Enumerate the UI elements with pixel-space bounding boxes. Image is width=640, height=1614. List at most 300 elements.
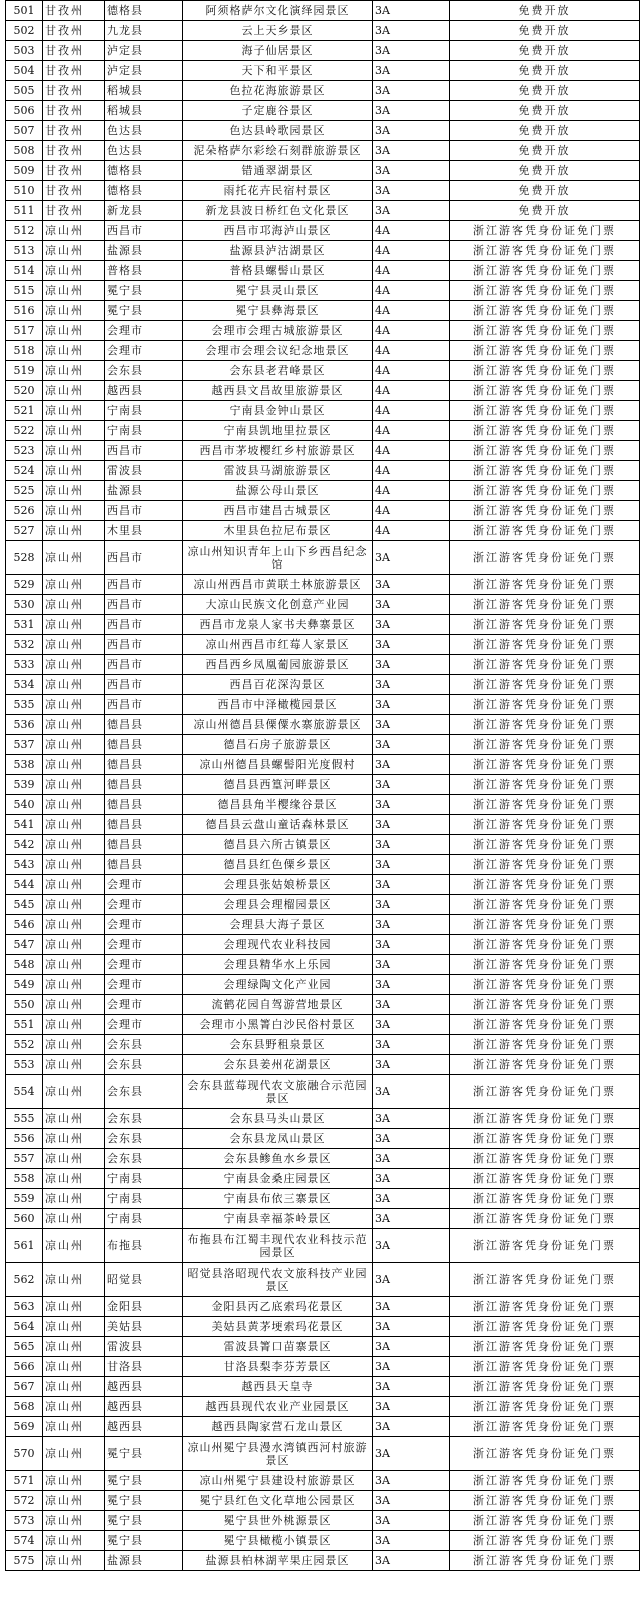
ticket-policy-cell: 浙江游客凭身份证免门票 <box>450 441 640 461</box>
prefecture-cell: 凉山州 <box>43 1169 105 1189</box>
row-number-cell: 558 <box>6 1169 43 1189</box>
grade-cell: 3A <box>373 1169 450 1189</box>
county-cell: 会理市 <box>105 915 183 935</box>
grade-cell: 4A <box>373 341 450 361</box>
row-number-cell: 537 <box>6 735 43 755</box>
grade-cell: 4A <box>373 501 450 521</box>
row-number-cell: 562 <box>6 1263 43 1297</box>
scenic-spot-name-cell: 会理市会理古城旅游景区 <box>183 321 373 341</box>
county-cell: 越西县 <box>105 1377 183 1397</box>
prefecture-cell: 甘孜州 <box>43 181 105 201</box>
grade-cell: 4A <box>373 521 450 541</box>
ticket-policy-cell: 浙江游客凭身份证免门票 <box>450 855 640 875</box>
row-number-cell: 571 <box>6 1471 43 1491</box>
county-cell: 色达县 <box>105 121 183 141</box>
grade-cell: 4A <box>373 241 450 261</box>
row-number-cell: 547 <box>6 935 43 955</box>
prefecture-cell: 凉山州 <box>43 1377 105 1397</box>
ticket-policy-cell: 免费开放 <box>450 21 640 41</box>
prefecture-cell: 凉山州 <box>43 261 105 281</box>
scenic-spot-name-cell: 西昌市中泽橄榄园景区 <box>183 695 373 715</box>
ticket-policy-cell: 浙江游客凭身份证免门票 <box>450 735 640 755</box>
prefecture-cell: 甘孜州 <box>43 141 105 161</box>
ticket-policy-cell: 浙江游客凭身份证免门票 <box>450 1149 640 1169</box>
ticket-policy-cell: 浙江游客凭身份证免门票 <box>450 541 640 575</box>
grade-cell: 3A <box>373 1377 450 1397</box>
prefecture-cell: 凉山州 <box>43 835 105 855</box>
prefecture-cell: 甘孜州 <box>43 81 105 101</box>
ticket-policy-cell: 浙江游客凭身份证免门票 <box>450 1437 640 1471</box>
grade-cell: 3A <box>373 1491 450 1511</box>
scenic-spot-name-cell: 木里县色拉尼布景区 <box>183 521 373 541</box>
ticket-policy-cell: 免费开放 <box>450 101 640 121</box>
grade-cell: 4A <box>373 381 450 401</box>
ticket-policy-cell: 浙江游客凭身份证免门票 <box>450 1397 640 1417</box>
county-cell: 德格县 <box>105 1 183 21</box>
table-row <box>6 1 640 21</box>
ticket-policy-cell: 浙江游客凭身份证免门票 <box>450 361 640 381</box>
prefecture-cell: 凉山州 <box>43 1035 105 1055</box>
ticket-policy-cell: 浙江游客凭身份证免门票 <box>450 1417 640 1437</box>
prefecture-cell: 凉山州 <box>43 1357 105 1377</box>
scenic-spot-name-cell: 宁南县金桑庄园景区 <box>183 1169 373 1189</box>
grade-cell: 4A <box>373 301 450 321</box>
scenic-spot-name-cell: 凉山州西昌市黄联土林旅游景区 <box>183 575 373 595</box>
county-cell: 新龙县 <box>105 201 183 221</box>
scenic-spot-name-cell: 会理县精华水上乐园 <box>183 955 373 975</box>
row-number-cell: 518 <box>6 341 43 361</box>
row-number-cell: 548 <box>6 955 43 975</box>
table-row <box>6 1377 640 1397</box>
scenic-spot-name-cell: 会东县蓝莓现代农文旅融合示范园景区 <box>183 1075 373 1109</box>
table-row <box>6 875 640 895</box>
prefecture-cell: 凉山州 <box>43 755 105 775</box>
table-row <box>6 421 640 441</box>
table-row <box>6 635 640 655</box>
county-cell: 西昌市 <box>105 221 183 241</box>
table-row <box>6 775 640 795</box>
grade-cell: 3A <box>373 1337 450 1357</box>
row-number-cell: 515 <box>6 281 43 301</box>
county-cell: 宁南县 <box>105 401 183 421</box>
county-cell: 会东县 <box>105 1129 183 1149</box>
scenic-spot-name-cell: 盐源县泸沽湖景区 <box>183 241 373 261</box>
grade-cell: 3A <box>373 1075 450 1109</box>
grade-cell: 3A <box>373 1317 450 1337</box>
grade-cell: 3A <box>373 895 450 915</box>
grade-cell: 3A <box>373 541 450 575</box>
county-cell: 西昌市 <box>105 695 183 715</box>
scenic-spot-name-cell: 德昌县红色傈乡景区 <box>183 855 373 875</box>
row-number-cell: 544 <box>6 875 43 895</box>
grade-cell: 3A <box>373 635 450 655</box>
scenic-spot-name-cell: 凉山州西昌市红莓人家景区 <box>183 635 373 655</box>
prefecture-cell: 凉山州 <box>43 935 105 955</box>
county-cell: 冕宁县 <box>105 1491 183 1511</box>
scenic-spot-name-cell: 冕宁县灵山景区 <box>183 281 373 301</box>
prefecture-cell: 凉山州 <box>43 1337 105 1357</box>
county-cell: 会理市 <box>105 955 183 975</box>
row-number-cell: 524 <box>6 461 43 481</box>
table-row <box>6 1209 640 1229</box>
prefecture-cell: 凉山州 <box>43 321 105 341</box>
scenic-spot-name-cell: 泥朵格萨尔彩绘石刻群旅游景区 <box>183 141 373 161</box>
prefecture-cell: 甘孜州 <box>43 101 105 121</box>
ticket-policy-cell: 免费开放 <box>450 41 640 61</box>
table-row <box>6 975 640 995</box>
row-number-cell: 540 <box>6 795 43 815</box>
county-cell: 布拖县 <box>105 1229 183 1263</box>
row-number-cell: 535 <box>6 695 43 715</box>
row-number-cell: 509 <box>6 161 43 181</box>
prefecture-cell: 凉山州 <box>43 775 105 795</box>
county-cell: 会东县 <box>105 1149 183 1169</box>
grade-cell: 3A <box>373 1511 450 1531</box>
grade-cell: 3A <box>373 121 450 141</box>
grade-cell: 3A <box>373 675 450 695</box>
table-row <box>6 1317 640 1337</box>
scenic-spot-name-cell: 美姑县黄茅埂索玛花景区 <box>183 1317 373 1337</box>
scenic-spot-name-cell: 会理县大海子景区 <box>183 915 373 935</box>
grade-cell: 3A <box>373 1551 450 1571</box>
table-body <box>6 1 640 1571</box>
ticket-policy-cell: 浙江游客凭身份证免门票 <box>450 1337 640 1357</box>
table-row <box>6 1357 640 1377</box>
ticket-policy-cell: 免费开放 <box>450 121 640 141</box>
table-row <box>6 121 640 141</box>
county-cell: 会理市 <box>105 935 183 955</box>
ticket-policy-cell: 免费开放 <box>450 181 640 201</box>
row-number-cell: 542 <box>6 835 43 855</box>
table-row <box>6 401 640 421</box>
grade-cell: 3A <box>373 1209 450 1229</box>
scenic-spot-name-cell: 宁南县凯地里拉景区 <box>183 421 373 441</box>
scenic-spot-name-cell: 凉山州知识青年上山下乡西昌纪念馆 <box>183 541 373 575</box>
scenic-spot-name-cell: 会东县老君峰景区 <box>183 361 373 381</box>
scenic-spot-name-cell: 德昌县西篁河畔景区 <box>183 775 373 795</box>
row-number-cell: 568 <box>6 1397 43 1417</box>
table-row <box>6 655 640 675</box>
scenic-spot-name-cell: 会东县马头山景区 <box>183 1109 373 1129</box>
table-row <box>6 595 640 615</box>
row-number-cell: 501 <box>6 1 43 21</box>
prefecture-cell: 甘孜州 <box>43 61 105 81</box>
table-row <box>6 1297 640 1317</box>
row-number-cell: 529 <box>6 575 43 595</box>
ticket-policy-cell: 免费开放 <box>450 1 640 21</box>
ticket-policy-cell: 浙江游客凭身份证免门票 <box>450 595 640 615</box>
scenic-spot-name-cell: 色拉花海旅游景区 <box>183 81 373 101</box>
grade-cell: 3A <box>373 695 450 715</box>
grade-cell: 4A <box>373 321 450 341</box>
ticket-policy-cell: 浙江游客凭身份证免门票 <box>450 1189 640 1209</box>
scenic-spot-name-cell: 德昌石房子旅游景区 <box>183 735 373 755</box>
grade-cell: 4A <box>373 261 450 281</box>
table-row <box>6 181 640 201</box>
row-number-cell: 573 <box>6 1511 43 1531</box>
scenic-spot-name-cell: 会理市小黑箐白沙民俗村景区 <box>183 1015 373 1035</box>
scenic-spot-name-cell: 雷波县箐口苗寨景区 <box>183 1337 373 1357</box>
table-row <box>6 541 640 575</box>
scenic-spot-name-cell: 冕宁县红色文化草地公园景区 <box>183 1491 373 1511</box>
row-number-cell: 527 <box>6 521 43 541</box>
table-row <box>6 915 640 935</box>
grade-cell: 3A <box>373 181 450 201</box>
ticket-policy-cell: 浙江游客凭身份证免门票 <box>450 1377 640 1397</box>
county-cell: 盐源县 <box>105 1551 183 1571</box>
ticket-policy-cell: 浙江游客凭身份证免门票 <box>450 775 640 795</box>
row-number-cell: 521 <box>6 401 43 421</box>
county-cell: 冕宁县 <box>105 1511 183 1531</box>
table-row <box>6 955 640 975</box>
row-number-cell: 538 <box>6 755 43 775</box>
scenic-spot-name-cell: 冕宁县橄榄小镇景区 <box>183 1531 373 1551</box>
prefecture-cell: 凉山州 <box>43 1491 105 1511</box>
prefecture-cell: 凉山州 <box>43 1189 105 1209</box>
row-number-cell: 569 <box>6 1417 43 1437</box>
ticket-policy-cell: 浙江游客凭身份证免门票 <box>450 1297 640 1317</box>
grade-cell: 4A <box>373 461 450 481</box>
row-number-cell: 560 <box>6 1209 43 1229</box>
grade-cell: 3A <box>373 61 450 81</box>
grade-cell: 3A <box>373 1015 450 1035</box>
county-cell: 德格县 <box>105 161 183 181</box>
grade-cell: 3A <box>373 855 450 875</box>
row-number-cell: 543 <box>6 855 43 875</box>
table-row <box>6 1471 640 1491</box>
prefecture-cell: 凉山州 <box>43 1109 105 1129</box>
ticket-policy-cell: 浙江游客凭身份证免门票 <box>450 241 640 261</box>
county-cell: 雷波县 <box>105 1337 183 1357</box>
table-row <box>6 735 640 755</box>
prefecture-cell: 凉山州 <box>43 575 105 595</box>
table-row <box>6 1169 640 1189</box>
scenic-spot-name-cell: 凉山州德昌县螺髻阳光度假村 <box>183 755 373 775</box>
row-number-cell: 508 <box>6 141 43 161</box>
row-number-cell: 572 <box>6 1491 43 1511</box>
scenic-spot-name-cell: 越西县现代农业产业园景区 <box>183 1397 373 1417</box>
prefecture-cell: 凉山州 <box>43 1209 105 1229</box>
scenic-spot-name-cell: 西昌西乡凤凰葡园旅游景区 <box>183 655 373 675</box>
grade-cell: 3A <box>373 1397 450 1417</box>
county-cell: 德昌县 <box>105 775 183 795</box>
table-row <box>6 281 640 301</box>
grade-cell: 3A <box>373 1189 450 1209</box>
county-cell: 西昌市 <box>105 441 183 461</box>
row-number-cell: 514 <box>6 261 43 281</box>
row-number-cell: 550 <box>6 995 43 1015</box>
county-cell: 德昌县 <box>105 855 183 875</box>
grade-cell: 4A <box>373 281 450 301</box>
county-cell: 西昌市 <box>105 501 183 521</box>
ticket-policy-cell: 浙江游客凭身份证免门票 <box>450 695 640 715</box>
county-cell: 冕宁县 <box>105 1471 183 1491</box>
table-row <box>6 1149 640 1169</box>
county-cell: 冕宁县 <box>105 1437 183 1471</box>
scenic-spot-name-cell: 昭觉县洛昭现代农文旅科技产业园景区 <box>183 1263 373 1297</box>
grade-cell: 4A <box>373 481 450 501</box>
row-number-cell: 575 <box>6 1551 43 1571</box>
ticket-policy-cell: 浙江游客凭身份证免门票 <box>450 321 640 341</box>
county-cell: 稻城县 <box>105 81 183 101</box>
prefecture-cell: 凉山州 <box>43 1397 105 1417</box>
prefecture-cell: 凉山州 <box>43 381 105 401</box>
county-cell: 宁南县 <box>105 421 183 441</box>
table-row <box>6 1035 640 1055</box>
ticket-policy-cell: 浙江游客凭身份证免门票 <box>450 1551 640 1571</box>
table-row <box>6 895 640 915</box>
row-number-cell: 534 <box>6 675 43 695</box>
table-row <box>6 21 640 41</box>
county-cell: 越西县 <box>105 381 183 401</box>
grade-cell: 3A <box>373 975 450 995</box>
county-cell: 会理市 <box>105 875 183 895</box>
grade-cell: 3A <box>373 775 450 795</box>
scenic-spot-name-cell: 越西县文昌故里旅游景区 <box>183 381 373 401</box>
ticket-policy-cell: 浙江游客凭身份证免门票 <box>450 281 640 301</box>
ticket-policy-cell: 浙江游客凭身份证免门票 <box>450 955 640 975</box>
county-cell: 德昌县 <box>105 835 183 855</box>
grade-cell: 3A <box>373 1437 450 1471</box>
county-cell: 会理市 <box>105 995 183 1015</box>
ticket-policy-cell: 浙江游客凭身份证免门票 <box>450 615 640 635</box>
prefecture-cell: 凉山州 <box>43 1511 105 1531</box>
prefecture-cell: 凉山州 <box>43 1551 105 1571</box>
grade-cell: 4A <box>373 441 450 461</box>
ticket-policy-cell: 浙江游客凭身份证免门票 <box>450 1357 640 1377</box>
table-row <box>6 481 640 501</box>
county-cell: 宁南县 <box>105 1169 183 1189</box>
prefecture-cell: 甘孜州 <box>43 21 105 41</box>
scenic-spot-name-cell: 雨托花卉民宿村景区 <box>183 181 373 201</box>
ticket-policy-cell: 浙江游客凭身份证免门票 <box>450 715 640 735</box>
prefecture-cell: 凉山州 <box>43 461 105 481</box>
grade-cell: 3A <box>373 995 450 1015</box>
scenic-spot-name-cell: 凉山州冕宁县漫水湾镇西河村旅游景区 <box>183 1437 373 1471</box>
table-row <box>6 935 640 955</box>
county-cell: 西昌市 <box>105 615 183 635</box>
county-cell: 泸定县 <box>105 41 183 61</box>
table-row <box>6 301 640 321</box>
table-row <box>6 675 640 695</box>
ticket-policy-cell: 浙江游客凭身份证免门票 <box>450 1317 640 1337</box>
ticket-policy-cell: 浙江游客凭身份证免门票 <box>450 755 640 775</box>
row-number-cell: 552 <box>6 1035 43 1055</box>
prefecture-cell: 凉山州 <box>43 655 105 675</box>
grade-cell: 3A <box>373 81 450 101</box>
county-cell: 会理市 <box>105 321 183 341</box>
grade-cell: 3A <box>373 595 450 615</box>
grade-cell: 3A <box>373 735 450 755</box>
scenic-spot-name-cell: 冕宁县彝海景区 <box>183 301 373 321</box>
grade-cell: 3A <box>373 655 450 675</box>
county-cell: 普格县 <box>105 261 183 281</box>
grade-cell: 3A <box>373 1263 450 1297</box>
prefecture-cell: 凉山州 <box>43 361 105 381</box>
ticket-policy-cell: 浙江游客凭身份证免门票 <box>450 1129 640 1149</box>
row-number-cell: 563 <box>6 1297 43 1317</box>
ticket-policy-cell: 浙江游客凭身份证免门票 <box>450 995 640 1015</box>
scenic-spot-name-cell: 冕宁县世外桃源景区 <box>183 1511 373 1531</box>
scenic-spot-name-cell: 凉山州冕宁县建设村旅游景区 <box>183 1471 373 1491</box>
ticket-policy-cell: 浙江游客凭身份证免门票 <box>450 635 640 655</box>
prefecture-cell: 凉山州 <box>43 401 105 421</box>
prefecture-cell: 凉山州 <box>43 501 105 521</box>
table-row <box>6 221 640 241</box>
prefecture-cell: 凉山州 <box>43 675 105 695</box>
county-cell: 会理市 <box>105 1015 183 1035</box>
ticket-policy-cell: 浙江游客凭身份证免门票 <box>450 575 640 595</box>
prefecture-cell: 凉山州 <box>43 1075 105 1109</box>
grade-cell: 4A <box>373 221 450 241</box>
county-cell: 德昌县 <box>105 755 183 775</box>
grade-cell: 3A <box>373 815 450 835</box>
grade-cell: 3A <box>373 715 450 735</box>
ticket-policy-cell: 浙江游客凭身份证免门票 <box>450 501 640 521</box>
grade-cell: 3A <box>373 1055 450 1075</box>
county-cell: 会东县 <box>105 1109 183 1129</box>
grade-cell: 3A <box>373 161 450 181</box>
table-row <box>6 1189 640 1209</box>
row-number-cell: 511 <box>6 201 43 221</box>
prefecture-cell: 凉山州 <box>43 1129 105 1149</box>
county-cell: 昭觉县 <box>105 1263 183 1297</box>
ticket-policy-cell: 浙江游客凭身份证免门票 <box>450 1229 640 1263</box>
prefecture-cell: 凉山州 <box>43 795 105 815</box>
row-number-cell: 541 <box>6 815 43 835</box>
scenic-spot-name-cell: 会理绿陶文化产业园 <box>183 975 373 995</box>
county-cell: 会理市 <box>105 895 183 915</box>
grade-cell: 4A <box>373 401 450 421</box>
row-number-cell: 549 <box>6 975 43 995</box>
prefecture-cell: 甘孜州 <box>43 161 105 181</box>
table-row <box>6 381 640 401</box>
ticket-policy-cell: 浙江游客凭身份证免门票 <box>450 795 640 815</box>
row-number-cell: 561 <box>6 1229 43 1263</box>
table-row <box>6 1511 640 1531</box>
scenic-spot-name-cell: 会理县张姑娘桥景区 <box>183 875 373 895</box>
ticket-policy-cell: 浙江游客凭身份证免门票 <box>450 1015 640 1035</box>
row-number-cell: 533 <box>6 655 43 675</box>
ticket-policy-cell: 浙江游客凭身份证免门票 <box>450 1035 640 1055</box>
scenic-spot-name-cell: 阿须格萨尔文化演绎园景区 <box>183 1 373 21</box>
scenic-spot-name-cell: 德昌县角半樱缘谷景区 <box>183 795 373 815</box>
scenic-spot-name-cell: 西昌市茅坡樱红乡村旅游景区 <box>183 441 373 461</box>
ticket-policy-cell: 浙江游客凭身份证免门票 <box>450 421 640 441</box>
row-number-cell: 551 <box>6 1015 43 1035</box>
ticket-policy-cell: 浙江游客凭身份证免门票 <box>450 1263 640 1297</box>
ticket-policy-cell: 浙江游客凭身份证免门票 <box>450 975 640 995</box>
prefecture-cell: 凉山州 <box>43 1471 105 1491</box>
row-number-cell: 523 <box>6 441 43 461</box>
scenic-spot-name-cell: 大凉山民族文化创意产业园 <box>183 595 373 615</box>
prefecture-cell: 凉山州 <box>43 301 105 321</box>
table-row <box>6 521 640 541</box>
grade-cell: 4A <box>373 361 450 381</box>
ticket-policy-cell: 浙江游客凭身份证免门票 <box>450 341 640 361</box>
county-cell: 会东县 <box>105 1075 183 1109</box>
row-number-cell: 506 <box>6 101 43 121</box>
table-row <box>6 1551 640 1571</box>
row-number-cell: 536 <box>6 715 43 735</box>
table-row <box>6 161 640 181</box>
grade-cell: 3A <box>373 1531 450 1551</box>
prefecture-cell: 甘孜州 <box>43 121 105 141</box>
ticket-policy-cell: 浙江游客凭身份证免门票 <box>450 875 640 895</box>
table-row <box>6 1491 640 1511</box>
ticket-policy-cell: 浙江游客凭身份证免门票 <box>450 1109 640 1129</box>
prefecture-cell: 凉山州 <box>43 1229 105 1263</box>
